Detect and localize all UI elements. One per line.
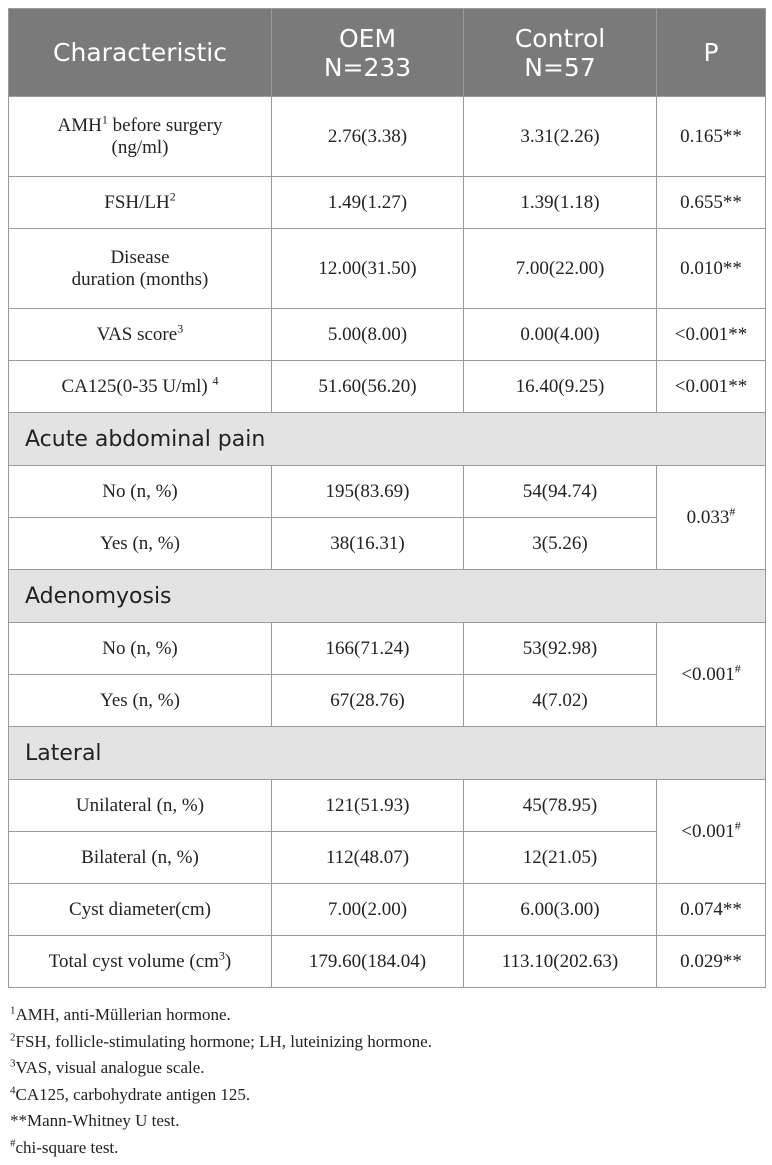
p-value-text: 0.033 — [686, 506, 730, 528]
header-characteristic: Characteristic — [9, 9, 272, 97]
row-label — [9, 177, 272, 229]
footnote-marker: 1 — [10, 1004, 16, 1017]
footnote-marker: 3 — [177, 321, 184, 336]
label-unit: (ng/ml) — [111, 136, 169, 158]
header-oem-label: OEM — [338, 23, 397, 53]
label-text-end: ) — [224, 950, 232, 972]
p-value: <0.001** — [657, 361, 766, 413]
table-row-acute-pain-yes — [9, 518, 766, 570]
row-label — [9, 936, 272, 988]
oem-value: 5.00(8.00) — [272, 309, 464, 361]
table-row-cyst-diameter — [9, 884, 766, 936]
control-value: 6.00(3.00) — [464, 884, 657, 936]
table-row-unilateral — [9, 780, 766, 832]
oem-value: 1.49(1.27) — [272, 177, 464, 229]
section-title: Lateral — [9, 727, 766, 780]
footnote-marker: 2 — [169, 189, 176, 204]
oem-value: 195(83.69) — [272, 466, 464, 518]
control-value: 45(78.95) — [464, 780, 657, 832]
control-value: 3.31(2.26) — [464, 97, 657, 177]
p-value — [657, 623, 766, 727]
p-value: 0.655** — [657, 177, 766, 229]
p-value: 0.029** — [657, 936, 766, 988]
oem-value: 38(16.31) — [272, 518, 464, 570]
footnote-marker: 4 — [212, 373, 219, 388]
characteristics-table — [8, 8, 766, 988]
table-row-bilateral — [9, 832, 766, 884]
oem-value: 121(51.93) — [272, 780, 464, 832]
header-oem-n: N=233 — [323, 52, 412, 82]
control-value: 7.00(22.00) — [464, 229, 657, 309]
label-text-rest: before surgery — [107, 114, 223, 136]
control-value: 53(92.98) — [464, 623, 657, 675]
control-value: 54(94.74) — [464, 466, 657, 518]
p-value: 0.074** — [657, 884, 766, 936]
label-text: CA125(0-35 U/ml) — [61, 375, 213, 397]
control-value: 4(7.02) — [464, 675, 657, 727]
footnote-marker: # — [729, 504, 736, 519]
row-label — [9, 309, 272, 361]
oem-value: 51.60(56.20) — [272, 361, 464, 413]
footnote-text: CA125, carbohydrate antigen 125. — [15, 1084, 251, 1104]
table-row-vas — [9, 309, 766, 361]
footnote-marker: 3 — [10, 1057, 16, 1070]
p-value-text: <0.001 — [681, 820, 735, 842]
table-row-amh — [9, 97, 766, 177]
section-title: Adenomyosis — [9, 570, 766, 623]
footnote — [10, 1135, 432, 1162]
table-row-adenomyosis-no — [9, 623, 766, 675]
header-control-label: Control — [514, 23, 606, 53]
p-value-text: <0.001 — [681, 663, 735, 685]
oem-value: 2.76(3.38) — [272, 97, 464, 177]
p-value: <0.001** — [657, 309, 766, 361]
row-label: Yes (n, %) — [9, 518, 272, 570]
row-label — [9, 97, 272, 177]
footnote-text: chi-square test. — [15, 1137, 119, 1157]
p-value: 0.010** — [657, 229, 766, 309]
p-value: 0.165** — [657, 97, 766, 177]
table-row-acute-pain-no — [9, 466, 766, 518]
p-value — [657, 780, 766, 884]
footnote-text: **Mann-Whitney U test. — [10, 1111, 180, 1130]
row-label: No (n, %) — [9, 466, 272, 518]
oem-value: 67(28.76) — [272, 675, 464, 727]
footnote — [10, 1082, 432, 1109]
footnote-text: AMH, anti-Müllerian hormone. — [15, 1005, 231, 1024]
header-p: P — [657, 9, 766, 97]
footnote — [10, 1055, 432, 1082]
control-value: 3(5.26) — [464, 518, 657, 570]
label-text: FSH/LH — [104, 191, 170, 213]
label-text: VAS score — [96, 323, 178, 345]
control-value: 16.40(9.25) — [464, 361, 657, 413]
table-row-disease-duration — [9, 229, 766, 309]
header-row — [9, 9, 766, 97]
superscript: 3 — [218, 948, 225, 963]
control-value: 0.00(4.00) — [464, 309, 657, 361]
header-oem — [272, 9, 464, 97]
footnote-marker: # — [10, 1136, 16, 1149]
footnote — [10, 1108, 432, 1135]
oem-value: 7.00(2.00) — [272, 884, 464, 936]
row-label: Cyst diameter(cm) — [9, 884, 272, 936]
footnotes — [10, 1002, 432, 1161]
control-value: 1.39(1.18) — [464, 177, 657, 229]
row-label: Bilateral (n, %) — [9, 832, 272, 884]
footnote-marker: 4 — [10, 1083, 16, 1096]
header-control — [464, 9, 657, 97]
row-label — [9, 229, 272, 309]
label-text: AMH — [57, 114, 102, 136]
footnote — [10, 1002, 432, 1029]
table-row-fsh-lh — [9, 177, 766, 229]
footnote-marker: 1 — [101, 112, 108, 127]
footnote-text: VAS, visual analogue scale. — [15, 1058, 205, 1077]
section-title: Acute abdominal pain — [9, 413, 766, 466]
footnote-text: FSH, follicle-stimulating hormone; LH, luteinizing hormone. — [15, 1031, 432, 1051]
oem-value: 112(48.07) — [272, 832, 464, 884]
row-label: Unilateral (n, %) — [9, 780, 272, 832]
label-text-line2: duration (months) — [71, 268, 209, 290]
section-row-lateral — [9, 727, 766, 780]
footnote-marker: 2 — [10, 1030, 16, 1043]
table-row-adenomyosis-yes — [9, 675, 766, 727]
oem-value: 166(71.24) — [272, 623, 464, 675]
footnote — [10, 1029, 432, 1056]
footnote-marker: # — [734, 818, 741, 833]
label-text: Total cyst volume (cm — [48, 950, 219, 972]
section-row-acute-pain — [9, 413, 766, 466]
control-value: 12(21.05) — [464, 832, 657, 884]
control-value: 113.10(202.63) — [464, 936, 657, 988]
oem-value: 179.60(184.04) — [272, 936, 464, 988]
footnote-marker: # — [734, 661, 741, 676]
row-label: Yes (n, %) — [9, 675, 272, 727]
section-row-adenomyosis — [9, 570, 766, 623]
p-value — [657, 466, 766, 570]
row-label: No (n, %) — [9, 623, 272, 675]
table-row-ca125 — [9, 361, 766, 413]
oem-value: 12.00(31.50) — [272, 229, 464, 309]
row-label — [9, 361, 272, 413]
header-control-n: N=57 — [524, 52, 596, 82]
label-text: Disease — [110, 246, 170, 268]
table-row-total-cyst-volume — [9, 936, 766, 988]
